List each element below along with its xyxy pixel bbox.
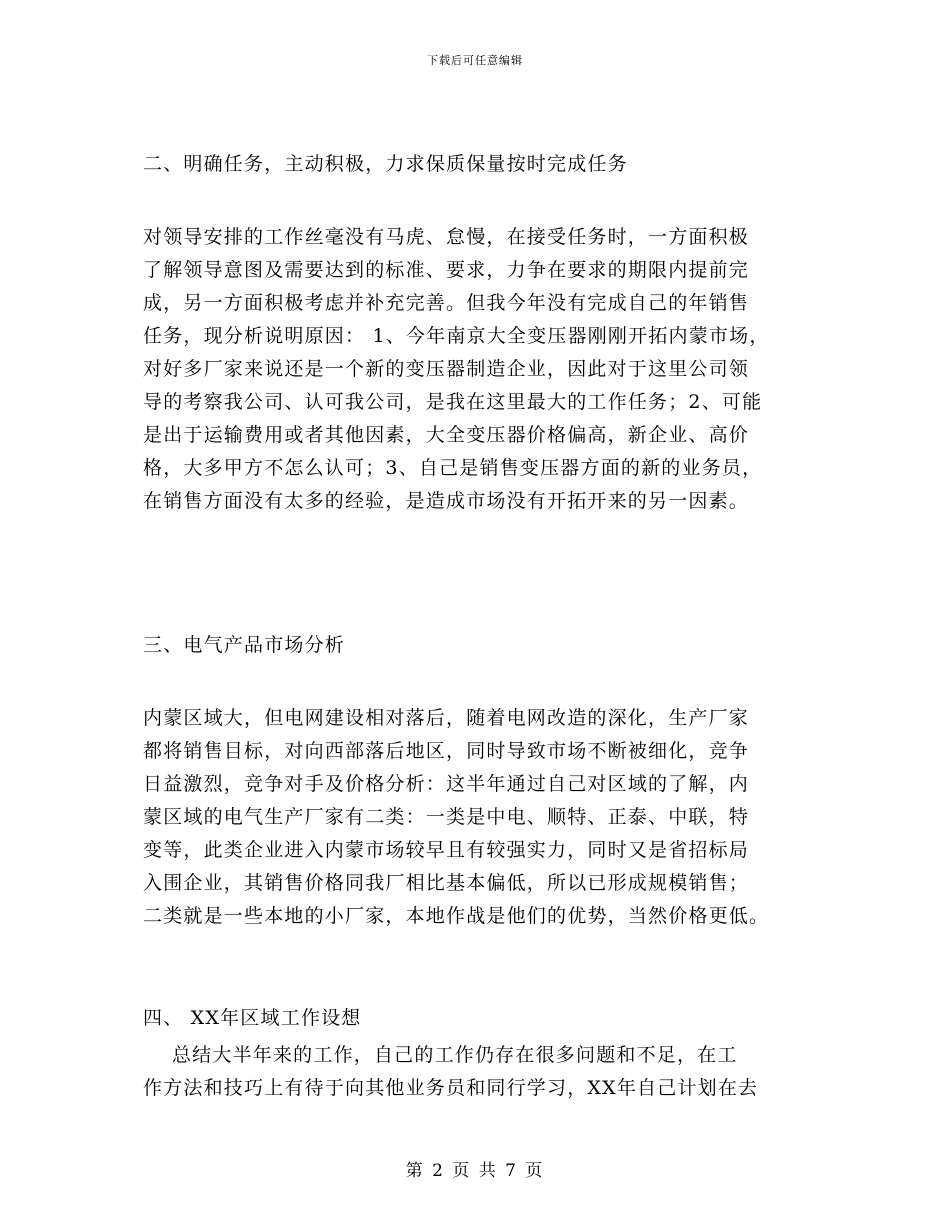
paragraph-line: 格，大多甲方不怎么认可；3、自己是销售变压器方面的新的业务员， — [143, 457, 763, 479]
section-4-heading — [143, 1002, 808, 1035]
paragraph-line: 对领导安排的工作丝毫没有马虎、怠慢，在接受任务时，一方面积极 — [143, 226, 750, 248]
paragraph-line: 日益激烈，竞争对手及价格分析：这半年通过自己对区域的了解，内 — [143, 773, 750, 795]
paragraph-line: 是出于运输费用或者其他因素，大全变压器价格偏高，新企业、高价 — [143, 424, 750, 446]
section-3-paragraph — [143, 702, 808, 933]
paragraph-line: 在销售方面没有太多的经验，是造成市场没有开拓开来的另一因素。 — [143, 490, 750, 512]
paragraph-line: 任务，现分析说明原因： 1、今年南京大全变压器刚刚开拓内蒙市场， — [143, 325, 770, 347]
section-4-paragraph — [143, 1039, 808, 1105]
section-3-heading — [143, 629, 808, 662]
paragraph-line: 内蒙区域大，但电网建设相对落后，随着电网改造的深化，生产厂家 — [143, 707, 750, 729]
section-2-heading — [143, 148, 808, 181]
page-header-note: 下载后可任意编辑 — [427, 54, 523, 67]
paragraph-line: 入围企业，其销售价格同我厂相比基本偏低，所以已形成规模销售； — [143, 872, 750, 894]
paragraph-line: 变等，此类企业进入内蒙市场较早且有较强实力，同时又是省招标局 — [143, 839, 750, 861]
paragraph-line: 成，另一方面积极考虑并补充完善。但我今年没有完成自己的年销售 — [143, 292, 750, 314]
paragraph-line: 总结大半年来的工作，自己的工作仍存在很多问题和不足，在工 — [143, 1044, 738, 1066]
section-heading: 二、明确任务，主动积极，力求保质保量按时完成任务 — [143, 153, 628, 175]
page-number: 第 2 页 共 7 页 — [405, 1161, 545, 1181]
section-heading: 三、电气产品市场分析 — [143, 634, 346, 656]
paragraph-line: 对好多厂家来说还是一个新的变压器制造企业，因此对于这里公司领 — [143, 358, 750, 380]
paragraph-line: 二类就是一些本地的小厂家，本地作战是他们的优势，当然价格更低。 — [143, 905, 770, 927]
paragraph-line: 都将销售目标，对向西部落后地区，同时导致市场不断被细化，竞争 — [143, 740, 750, 762]
paragraph-line: 导的考察我公司、认可我公司，是我在这里最大的工作任务；2、可能 — [143, 391, 763, 413]
section-2-paragraph — [143, 221, 808, 518]
paragraph-line: 蒙区域的电气生产厂家有二类：一类是中电、顺特、正泰、中联，特 — [143, 806, 750, 828]
paragraph-line: 作方法和技巧上有待于向其他业务员和同行学习，XX年自己计划在去 — [143, 1077, 759, 1099]
paragraph-line: 了解领导意图及需要达到的标准、要求，力争在要求的期限内提前完 — [143, 259, 750, 281]
section-heading: 四、 XX年区域工作设想 — [143, 1007, 362, 1029]
